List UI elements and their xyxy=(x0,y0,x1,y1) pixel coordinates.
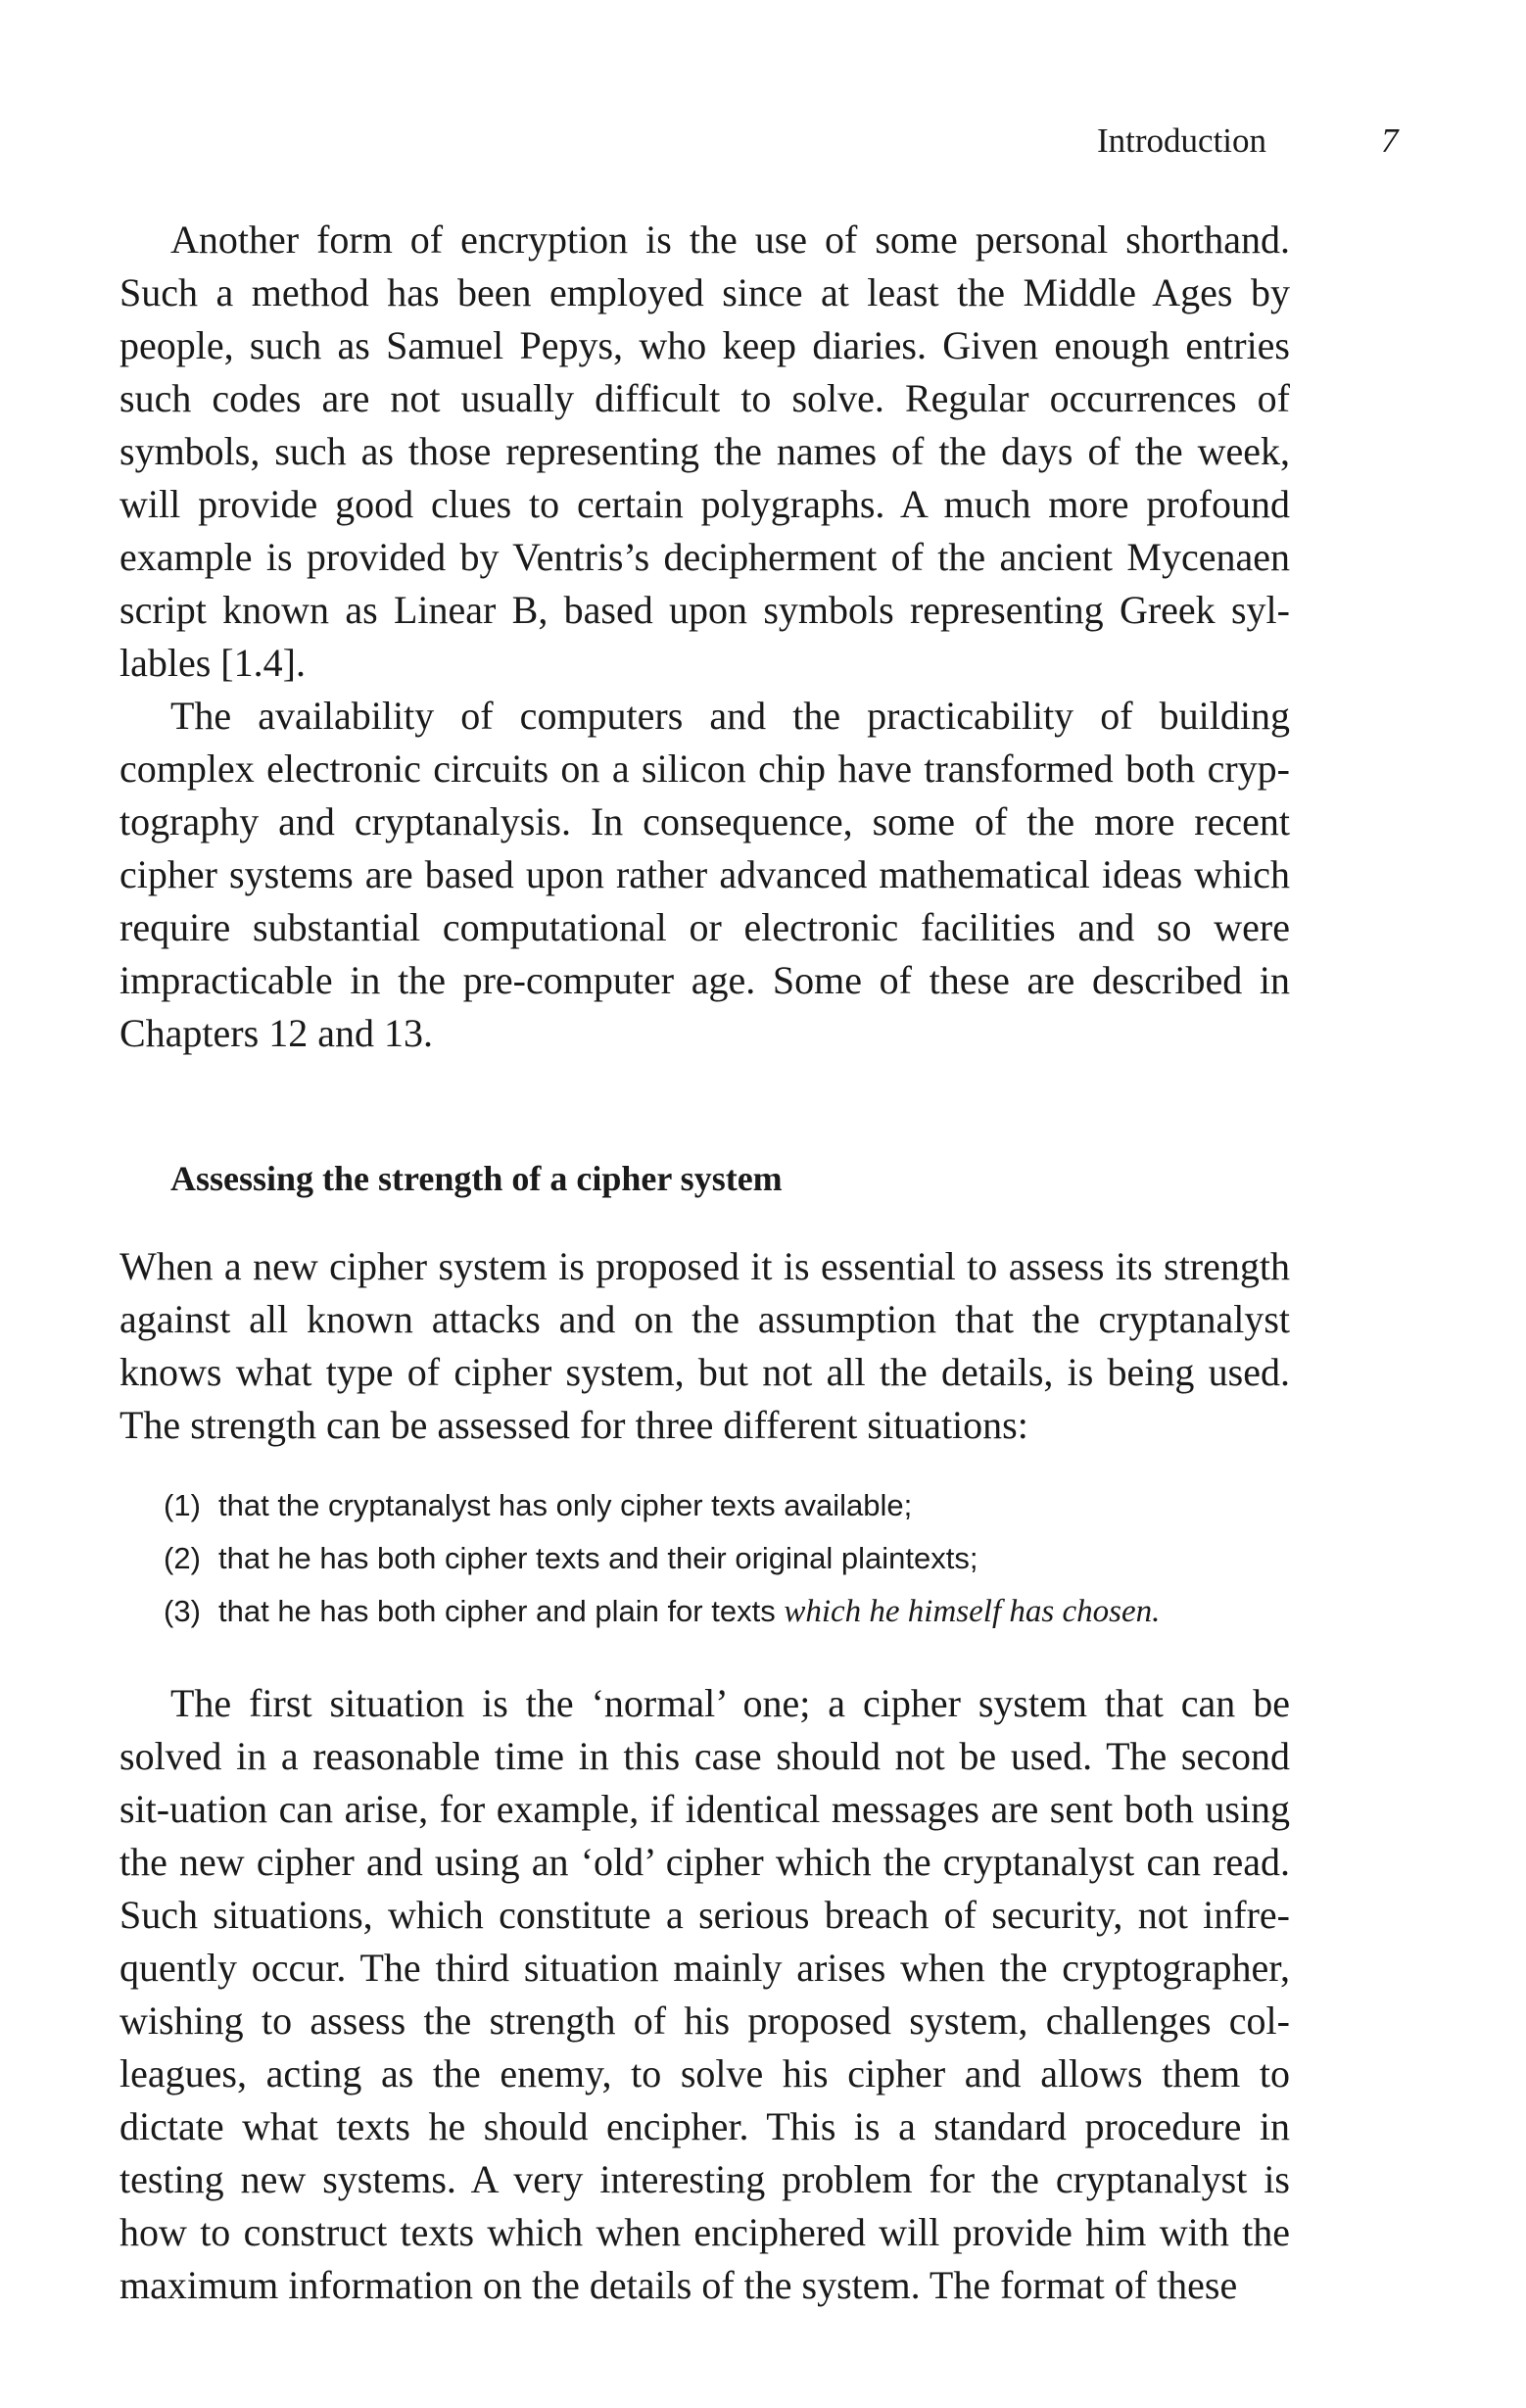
list-item-number: (1) xyxy=(164,1488,201,1522)
list-item xyxy=(164,1585,1290,1638)
closing-paragraph: The first situation is the ‘normal’ one; a cipher system that can be solved in a reasonable time in this case should not be used. The second sit-uation can arise, for example, if identical messages are sent both using the new cipher and using an ‘old’ cipher which the cryptanalyst can read. Such situations, which constitute a serious breach of security, not infre-quently occur. The third situation mainly arises when the cryptographer, wishing to assess the strength of his proposed system, challenges col-leagues, acting as the enemy, to solve his cipher and allows them to dictate what texts he should encipher. This is a standard procedure in testing new systems. A very interesting problem for the cryptanalyst is how to construct texts which when enciphered will provide him with the maximum information on the details of the system. The format of these xyxy=(119,1681,1290,2307)
section-heading: Assessing the strength of a cipher system xyxy=(170,1159,783,1198)
list-item-number: (2) xyxy=(164,1541,201,1575)
paragraph-shorthand: Another form of encryption is the use of some personal shorthand. Such a method has been employed since at least the Middle Ages by people, such as Samuel Pepys, who keep diaries. Given enough entries such codes are not usually difficult to solve. Regular occurrences of symbols, such as those representing the names of the days of the week, will provide good clues to certain polygraphs. A much more profound example is provided by Ventris’s decipherment of the ancient Mycenaen script known as Linear B, based upon symbols representing Greek syl-lables [1.4]. xyxy=(119,217,1290,685)
list-item xyxy=(164,1479,1290,1532)
list-item-number: (3) xyxy=(164,1594,201,1628)
section-intro-paragraph: When a new cipher system is proposed it is essential to assess its strength against all known attacks and on the assumption that the cryptanalyst knows what type of cipher system, but not all the details, is being used. The strength can be assessed for three different situations: xyxy=(119,1244,1290,1447)
running-head: Introduction xyxy=(1097,121,1267,160)
list-item-emphasis: which he himself has chosen. xyxy=(784,1594,1161,1629)
list-item-text: that he has both cipher texts and their original plaintexts; xyxy=(218,1541,978,1575)
situations-list xyxy=(164,1479,1290,1638)
page-body xyxy=(119,214,1290,2312)
list-item xyxy=(164,1532,1290,1585)
paragraph-computers: The availability of computers and the practicability of building complex electronic circuits on a silicon chip have transformed both cryp-tography and cryptanalysis. In consequence, some of the more recent cipher systems are based upon rather advanced mathematical ideas which require substantial computational or electronic facilities and so were impracticable in the pre-computer age. Some of these are described in Chapters 12 and 13. xyxy=(119,694,1290,1055)
page-number: 7 xyxy=(1381,121,1399,160)
list-item-text: that he has both cipher and plain for texts xyxy=(218,1594,785,1628)
list-item-text: that the cryptanalyst has only cipher texts available; xyxy=(218,1488,913,1522)
